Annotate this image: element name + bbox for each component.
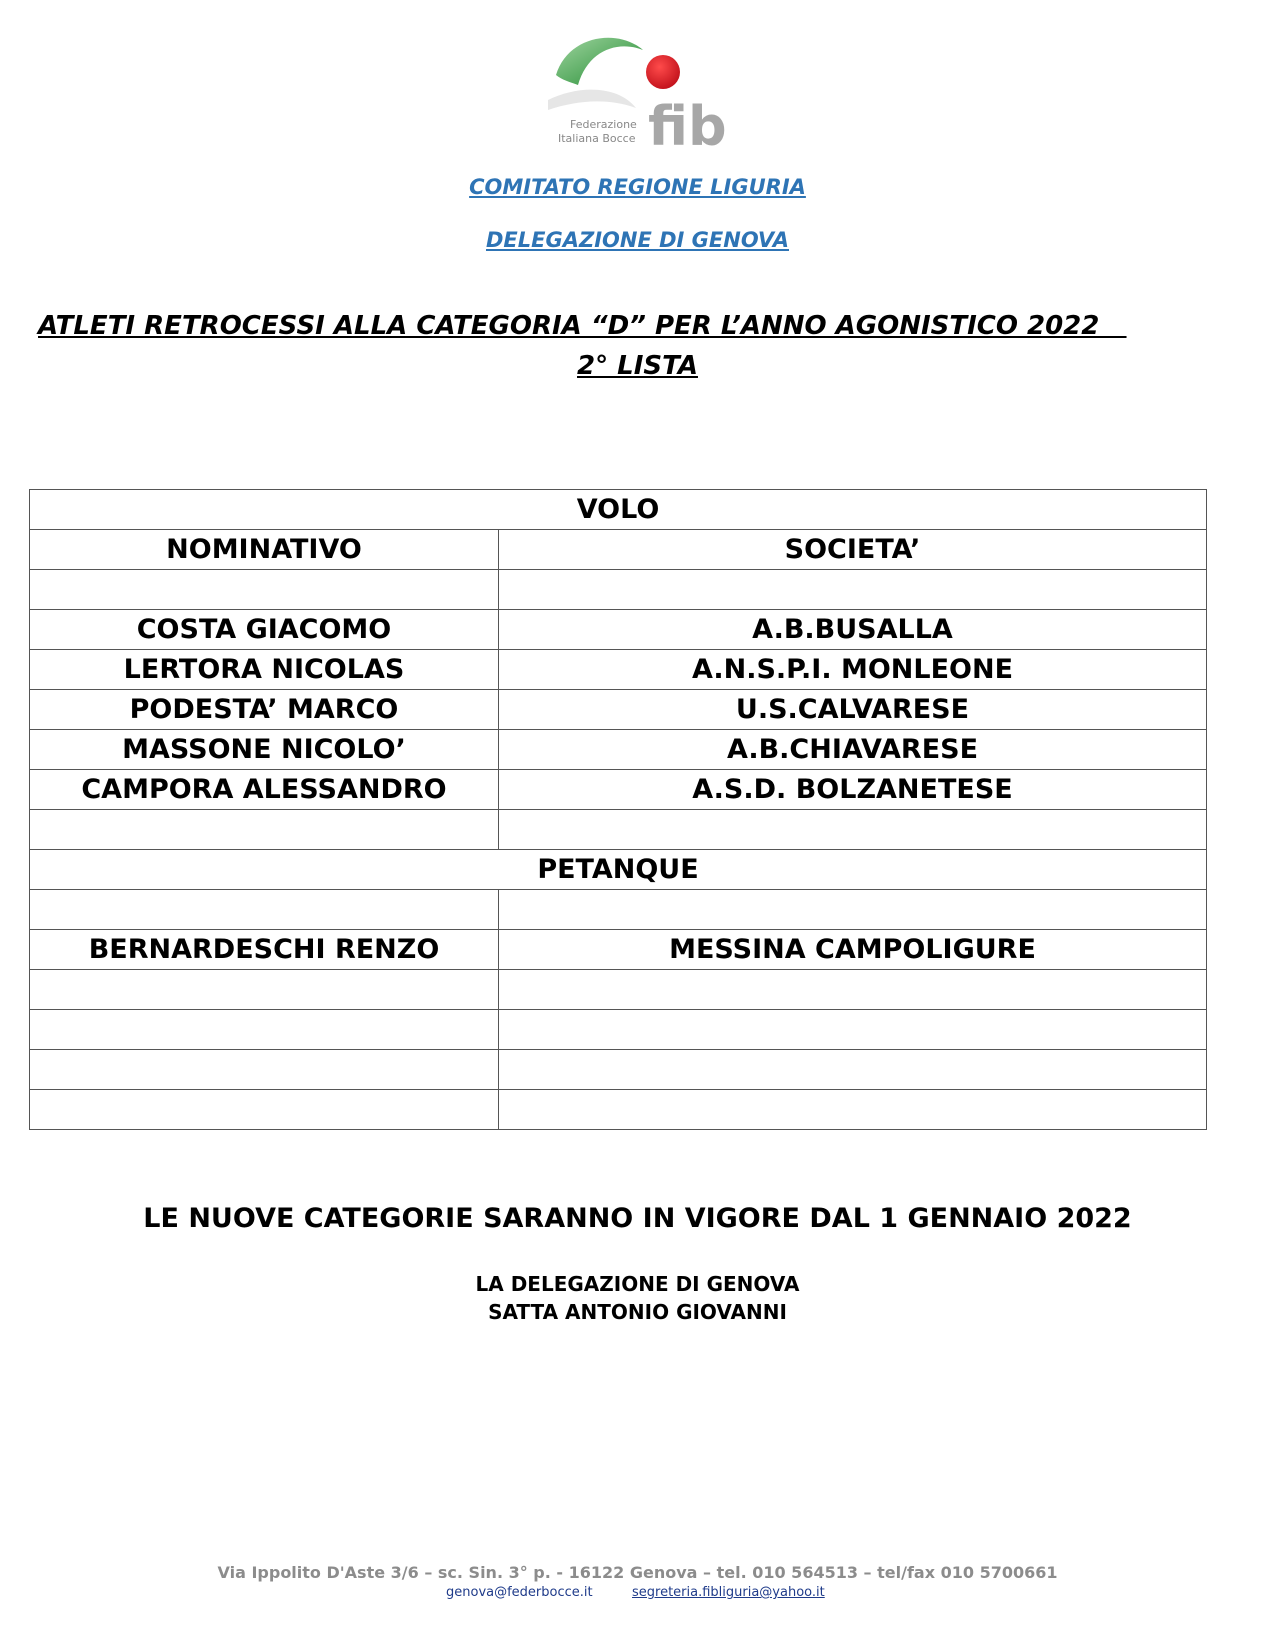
document-subtitle: 2° LISTA <box>577 351 698 381</box>
empty-row <box>30 970 1207 1010</box>
athlete-club: A.B.CHIAVARESE <box>499 730 1207 770</box>
empty-row <box>30 570 1207 610</box>
document-title: ATLETI RETROCESSI ALLA CATEGORIA “D” PER L’ANNO AGONISTICO 2022 <box>38 311 1127 341</box>
athlete-name: LERTORA NICOLAS <box>30 650 499 690</box>
section-row <box>30 850 1207 890</box>
athlete-name: CAMPORA ALESSANDRO <box>30 770 499 810</box>
comitato-link[interactable]: COMITATO REGIONE LIGURIA <box>469 175 806 199</box>
athlete-name: BERNARDESCHI RENZO <box>30 930 499 970</box>
athlete-club: U.S.CALVARESE <box>499 690 1207 730</box>
table-row <box>30 690 1207 730</box>
signature-delegation: LA DELEGAZIONE DI GENOVA <box>475 1272 800 1296</box>
table-row <box>30 610 1207 650</box>
delegazione-link[interactable]: DELEGAZIONE DI GENOVA <box>485 228 789 252</box>
empty-row <box>30 1090 1207 1130</box>
athlete-club: MESSINA CAMPOLIGURE <box>499 930 1207 970</box>
validity-notice: LE NUOVE CATEGORIE SARANNO IN VIGORE DAL 1 GENNAIO 2022 <box>143 1203 1132 1234</box>
fib-logo <box>548 30 748 160</box>
logo-fib: fib <box>648 95 727 158</box>
col-nominativo: NOMINATIVO <box>30 530 499 570</box>
table-row <box>30 650 1207 690</box>
footer-address: Via Ippolito D'Aste 3/6 – sc. Sin. 3° p. - 16122 Genova – tel. 010 564513 – tel/fax 010 5700661 <box>217 1563 1058 1582</box>
col-societa: SOCIETA’ <box>499 530 1207 570</box>
svg-text:Italiana Bocce: Italiana Bocce <box>558 132 636 145</box>
table-row <box>30 770 1207 810</box>
athlete-name: MASSONE NICOLO’ <box>30 730 499 770</box>
footer-email-federbocce[interactable]: genova@federbocce.it <box>446 1585 593 1600</box>
table-row <box>30 730 1207 770</box>
athlete-club: A.B.BUSALLA <box>499 610 1207 650</box>
signature-person: SATTA ANTONIO GIOVANNI <box>488 1300 787 1324</box>
footer-email-yahoo[interactable]: segreteria.fibliguria@yahoo.it <box>632 1585 825 1600</box>
athlete-name: PODESTA’ MARCO <box>30 690 499 730</box>
empty-row <box>30 890 1207 930</box>
header-row <box>30 530 1207 570</box>
section-petanque: PETANQUE <box>30 850 1207 890</box>
athlete-club: A.S.D. BOLZANETESE <box>499 770 1207 810</box>
athletes-table <box>29 489 1207 1130</box>
athlete-club: A.N.S.P.I. MONLEONE <box>499 650 1207 690</box>
empty-row <box>30 810 1207 850</box>
section-volo: VOLO <box>30 490 1207 530</box>
athlete-name: COSTA GIACOMO <box>30 610 499 650</box>
section-row <box>30 490 1207 530</box>
empty-row <box>30 1050 1207 1090</box>
svg-text:Federazione: Federazione <box>570 118 637 131</box>
table-row <box>30 930 1207 970</box>
empty-row <box>30 1010 1207 1050</box>
green-swoosh <box>556 38 643 85</box>
red-ball <box>646 55 680 89</box>
